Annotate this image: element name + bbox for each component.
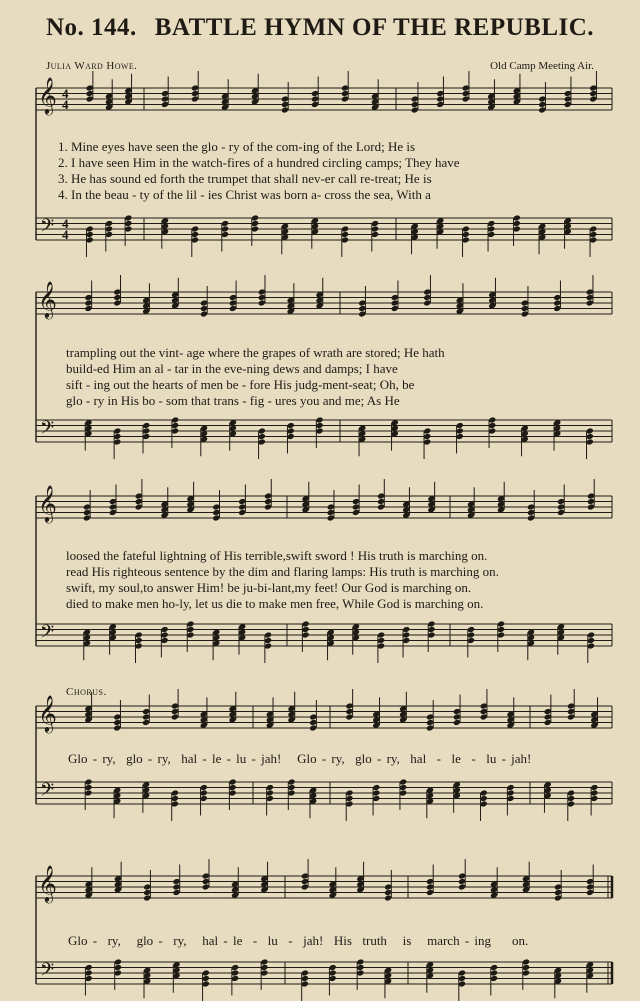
note-chord — [522, 862, 530, 894]
treble-clef: 𝄞 — [38, 484, 57, 522]
note-chord — [399, 692, 407, 724]
note-chord — [458, 859, 466, 891]
note-chord — [311, 217, 319, 249]
lyric-line: read His righteous sentence by the dim and flaring lamps: His truth is marching on. — [66, 564, 499, 579]
note-chord — [453, 781, 461, 813]
chorus-label: Chorus. — [66, 686, 107, 698]
note-chord — [427, 620, 435, 652]
note-chord — [258, 275, 266, 307]
note-chord — [172, 865, 180, 897]
note-chord — [113, 787, 121, 819]
tune-credit: Old Camp Meeting Air. — [490, 60, 594, 72]
hymn-number: No. 144. — [45, 14, 137, 41]
note-chord — [281, 82, 289, 114]
note-chord — [113, 275, 121, 307]
note-chord — [114, 958, 122, 990]
note-chord — [590, 697, 598, 729]
note-chord — [467, 626, 475, 658]
chorus-lyric-line: Glo - ry, glo - ry, hal - le - lu - jah! Glo - ry, glo - ry, hal - le - lu - jah! — [68, 751, 532, 766]
note-chord — [371, 220, 379, 252]
note-chord — [356, 958, 364, 990]
note-chord — [487, 79, 495, 111]
note-chord — [212, 490, 220, 522]
author-credit: Julia Ward Howe. — [46, 60, 138, 72]
note-chord — [266, 784, 274, 816]
note-chord — [538, 223, 546, 255]
note-chord — [229, 778, 237, 810]
note-chord — [202, 969, 210, 1001]
note-chord — [105, 220, 113, 252]
note-chord — [171, 278, 179, 310]
note-chord — [399, 778, 407, 810]
note-chord — [171, 416, 179, 448]
note-chord — [544, 695, 552, 727]
note-chord — [124, 214, 132, 246]
note-chord — [171, 689, 179, 721]
note-chord — [453, 695, 461, 727]
note-chord — [564, 77, 572, 109]
hymn-title: BATTLE HYMN OF THE REPUBLIC. — [154, 14, 595, 41]
note-chord — [567, 789, 575, 821]
lyric-line: 2. I have seen Him in the watch-fires of a hundred circling camps; They have — [58, 155, 460, 170]
note-chord — [142, 781, 150, 813]
note-chord — [302, 620, 310, 652]
note-chord — [544, 781, 552, 813]
note-chord — [586, 865, 594, 897]
note-chord — [356, 862, 364, 894]
treble-clef: 𝄞 — [38, 76, 57, 114]
note-chord — [221, 220, 229, 252]
note-chord — [231, 867, 239, 899]
note-chord — [327, 490, 335, 522]
note-chord — [358, 425, 366, 457]
note-chord — [229, 281, 237, 313]
note-chord — [221, 79, 229, 111]
note-chord — [371, 79, 379, 111]
note-chord — [84, 778, 92, 810]
note-chord — [161, 487, 169, 519]
note-chord — [301, 859, 309, 891]
note-chord — [161, 77, 169, 109]
time-signature — [62, 86, 69, 112]
note-chord — [186, 620, 194, 652]
note-chord — [258, 427, 266, 459]
note-chord — [391, 419, 399, 451]
note-chord — [316, 416, 324, 448]
note-chord — [480, 789, 488, 821]
note-chord — [135, 479, 143, 511]
lyric-line: 3. He has sound ed forth the trumpet that shall nev-er call re-treat; He is — [58, 171, 432, 186]
note-chord — [462, 225, 470, 257]
lyric-line: 4. In the beau - ty of the lil - ies Christ was born a- cross the sea, With a — [58, 187, 431, 202]
note-chord — [480, 689, 488, 721]
lyric-line: loosed the fateful lightning of His terrible,swift sword ! His truth is marching on. — [66, 548, 488, 563]
note-chord — [83, 629, 91, 661]
treble-clef: 𝄞 — [38, 864, 57, 902]
note-chord — [423, 427, 431, 459]
note-chord — [391, 281, 399, 313]
note-chord — [251, 74, 259, 106]
note-chord — [200, 286, 208, 318]
note-chord — [191, 225, 199, 257]
note-chord — [329, 867, 337, 899]
note-chord — [377, 631, 385, 663]
note-chord — [316, 278, 324, 310]
note-chord — [527, 629, 535, 661]
note-chord — [427, 482, 435, 514]
note-chord — [191, 71, 199, 103]
svg-text:4: 4 — [62, 97, 69, 112]
note-chord — [553, 419, 561, 451]
note-chord — [456, 422, 464, 454]
note-chord — [105, 79, 113, 111]
note-chord — [521, 425, 529, 457]
note-chord — [488, 278, 496, 310]
note-chord — [302, 482, 310, 514]
note-chord — [86, 225, 94, 257]
note-chord — [309, 787, 317, 819]
note-chord — [86, 71, 94, 103]
note-chord — [109, 623, 117, 655]
note-chord — [586, 961, 594, 993]
note-chord — [587, 631, 595, 663]
note-chord — [426, 865, 434, 897]
note-chord — [83, 490, 91, 522]
note-chord — [590, 784, 598, 816]
note-chord — [384, 870, 392, 902]
note-chord — [113, 427, 121, 459]
note-chord — [171, 789, 179, 821]
bass-staff — [36, 624, 612, 646]
note-chord — [352, 485, 360, 517]
note-chord — [345, 689, 353, 721]
note-chord — [287, 422, 295, 454]
note-chord — [341, 225, 349, 257]
note-chord — [309, 700, 317, 732]
svg-text:4: 4 — [62, 227, 69, 242]
note-chord — [287, 283, 295, 315]
note-chord — [109, 485, 117, 517]
note-chord — [554, 967, 562, 999]
lyric-line: glo - ry in His bo - som that trans - fig - ures you and me; As He — [66, 393, 400, 408]
note-chord — [329, 964, 337, 996]
note-chord — [557, 485, 565, 517]
note-chord — [557, 623, 565, 655]
treble-clef: 𝄞 — [38, 280, 57, 318]
note-chord — [522, 958, 530, 990]
note-chord — [567, 689, 575, 721]
note-chord — [411, 223, 419, 255]
note-chord — [456, 283, 464, 315]
note-chord — [200, 784, 208, 816]
note-chord — [142, 422, 150, 454]
note-chord — [287, 778, 295, 810]
note-chord — [301, 969, 309, 1001]
note-chord — [513, 214, 521, 246]
note-chord — [260, 862, 268, 894]
lyric-line: build-ed Him an al - tar in the eve-ning dews and damps; I have — [66, 361, 398, 376]
note-chord — [497, 620, 505, 652]
note-chord — [589, 225, 597, 257]
note-chord — [238, 623, 246, 655]
note-chord — [564, 217, 572, 249]
bass-staff — [36, 782, 612, 804]
note-chord — [281, 223, 289, 255]
note-chord — [513, 74, 521, 106]
note-chord — [327, 629, 335, 661]
note-chord — [231, 964, 239, 996]
note-chord — [521, 286, 529, 318]
note-chord — [497, 482, 505, 514]
note-chord — [142, 283, 150, 315]
note-chord — [487, 220, 495, 252]
treble-staff — [36, 88, 612, 110]
note-chord — [264, 631, 272, 663]
lyric-line: swift, my soul,to answer Him! be ju-bi-lant,my feet! Our God is marching on. — [66, 580, 472, 595]
note-chord — [287, 692, 295, 724]
treble-staff — [36, 706, 612, 728]
note-chord — [426, 787, 434, 819]
note-chord — [84, 281, 92, 313]
note-chord — [266, 697, 274, 729]
note-chord — [341, 71, 349, 103]
note-chord — [426, 961, 434, 993]
note-chord — [436, 77, 444, 109]
svg-text:4: 4 — [62, 86, 69, 101]
note-chord — [238, 485, 246, 517]
note-chord — [251, 214, 259, 246]
note-chord — [436, 217, 444, 249]
note-chord — [458, 969, 466, 1001]
treble-clef: 𝄞 — [38, 694, 57, 732]
note-chord — [186, 482, 194, 514]
note-chord — [172, 961, 180, 993]
svg-text:4: 4 — [62, 216, 69, 231]
lyric-line: trampling out the vint- age where the grapes of wrath are stored; He hath — [66, 345, 445, 360]
note-chord — [490, 867, 498, 899]
note-chord — [85, 964, 93, 996]
note-chord — [113, 700, 121, 732]
note-chord — [229, 692, 237, 724]
bass-clef: 𝄢 — [40, 418, 55, 443]
note-chord — [200, 425, 208, 457]
note-chord — [384, 967, 392, 999]
note-chord — [490, 964, 498, 996]
note-chord — [586, 275, 594, 307]
note-chord — [212, 629, 220, 661]
chorus-lyric-line: Glo - ry, glo - ry, hal - le - lu - jah! His truth is march - ing on. — [68, 933, 529, 948]
note-chord — [311, 77, 319, 109]
note-chord — [586, 427, 594, 459]
note-chord — [462, 71, 470, 103]
note-chord — [589, 71, 597, 103]
note-chord — [538, 82, 546, 114]
note-chord — [200, 697, 208, 729]
bass-staff — [36, 218, 612, 240]
time-signature — [62, 216, 69, 242]
note-chord — [143, 870, 151, 902]
note-chord — [202, 859, 210, 891]
bass-clef: 𝄢 — [40, 960, 55, 985]
bass-clef: 𝄢 — [40, 622, 55, 647]
note-chord — [84, 419, 92, 451]
note-chord — [345, 789, 353, 821]
note-chord — [467, 487, 475, 519]
note-chord — [142, 695, 150, 727]
note-chord — [161, 217, 169, 249]
bass-clef: 𝄢 — [40, 216, 55, 241]
note-chord — [352, 623, 360, 655]
note-chord — [587, 479, 595, 511]
note-chord — [402, 487, 410, 519]
note-chord — [161, 626, 169, 658]
treble-staff — [36, 496, 612, 518]
note-chord — [377, 479, 385, 511]
note-chord — [402, 626, 410, 658]
note-chord — [411, 82, 419, 114]
bass-clef: 𝄢 — [40, 780, 55, 805]
note-chord — [135, 631, 143, 663]
note-chord — [488, 416, 496, 448]
lyric-line: died to make men ho-ly, let us die to make men free, While God is marching on. — [66, 596, 484, 611]
note-chord — [372, 697, 380, 729]
note-chord — [527, 490, 535, 522]
lyric-line: 1. Mine eyes have seen the glo - ry of the com-ing of the Lord; He is — [58, 139, 416, 154]
note-chord — [260, 958, 268, 990]
note-chord — [554, 870, 562, 902]
note-chord — [507, 697, 515, 729]
note-chord — [426, 700, 434, 732]
note-chord — [372, 784, 380, 816]
note-chord — [229, 419, 237, 451]
note-chord — [85, 867, 93, 899]
note-chord — [114, 862, 122, 894]
note-chord — [358, 286, 366, 318]
note-chord — [264, 479, 272, 511]
note-chord — [143, 967, 151, 999]
lyric-line: sift - ing out the hearts of men be - fore His judg-ment-seat; Oh, be — [66, 377, 415, 392]
note-chord — [507, 784, 515, 816]
note-chord — [124, 74, 132, 106]
note-chord — [553, 281, 561, 313]
note-chord — [423, 275, 431, 307]
